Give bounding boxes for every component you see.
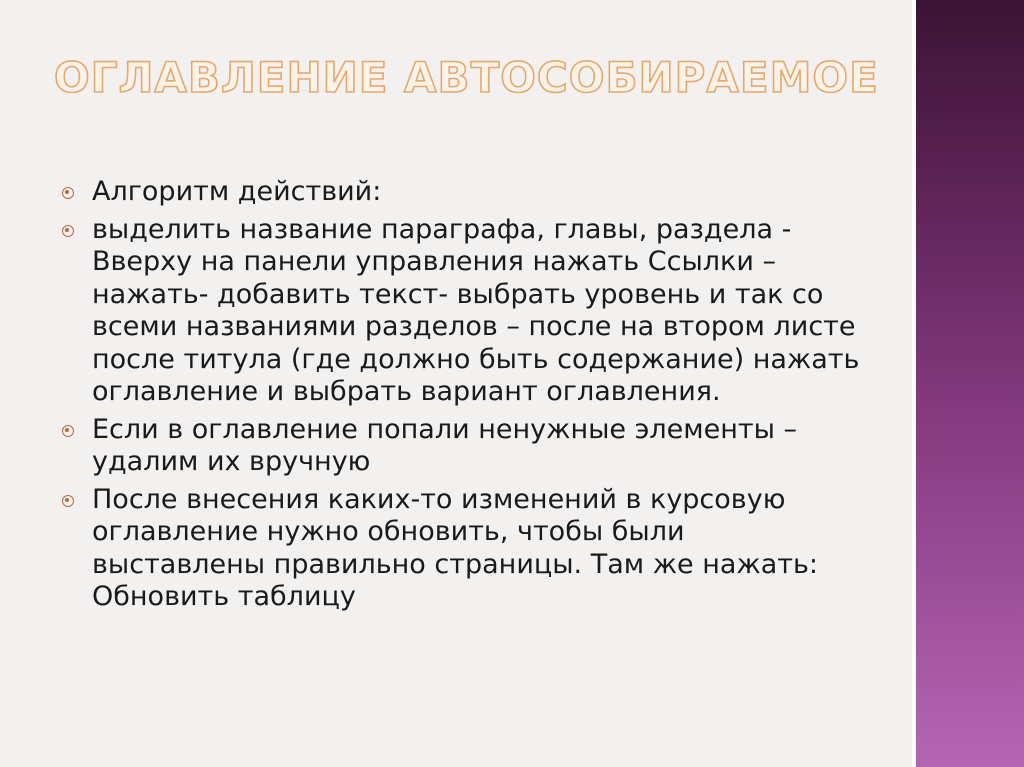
circle-dot-icon: [62, 187, 74, 199]
bullet-text: Если в оглавление попали ненужные элементы – удалим их вручную: [92, 413, 798, 477]
bullet-item: [60, 214, 860, 409]
bullet-text: выделить название параграфа, главы, раздела - Вверху на панели управления нажать Ссылки – нажать- добавить текст- выбрать уровень и так со всеми названиями разделов – после на втором листе после титула (где должно быть содержание) нажать оглавление и выбрать вариант оглавления.: [92, 213, 860, 407]
bullet-item: [60, 484, 860, 614]
circle-dot-icon: [62, 225, 74, 237]
slide-title: ОГЛАВЛЕНИЕ АВТОСОБИРАЕМОЕ: [54, 53, 879, 102]
bullet-text: Алгоритм действий:: [92, 176, 382, 207]
decorative-sidebar: [916, 0, 1024, 767]
bullet-item: [60, 176, 860, 209]
bullet-item: [60, 414, 860, 479]
bullet-text: После внесения каких-то изменений в курсовую оглавление нужно обновить, чтобы были выставлены правильно страницы. Там же нажать: Обновить таблицу: [92, 483, 819, 612]
circle-dot-icon: [62, 495, 74, 507]
bullet-list: [60, 176, 860, 619]
circle-dot-icon: [62, 425, 74, 437]
